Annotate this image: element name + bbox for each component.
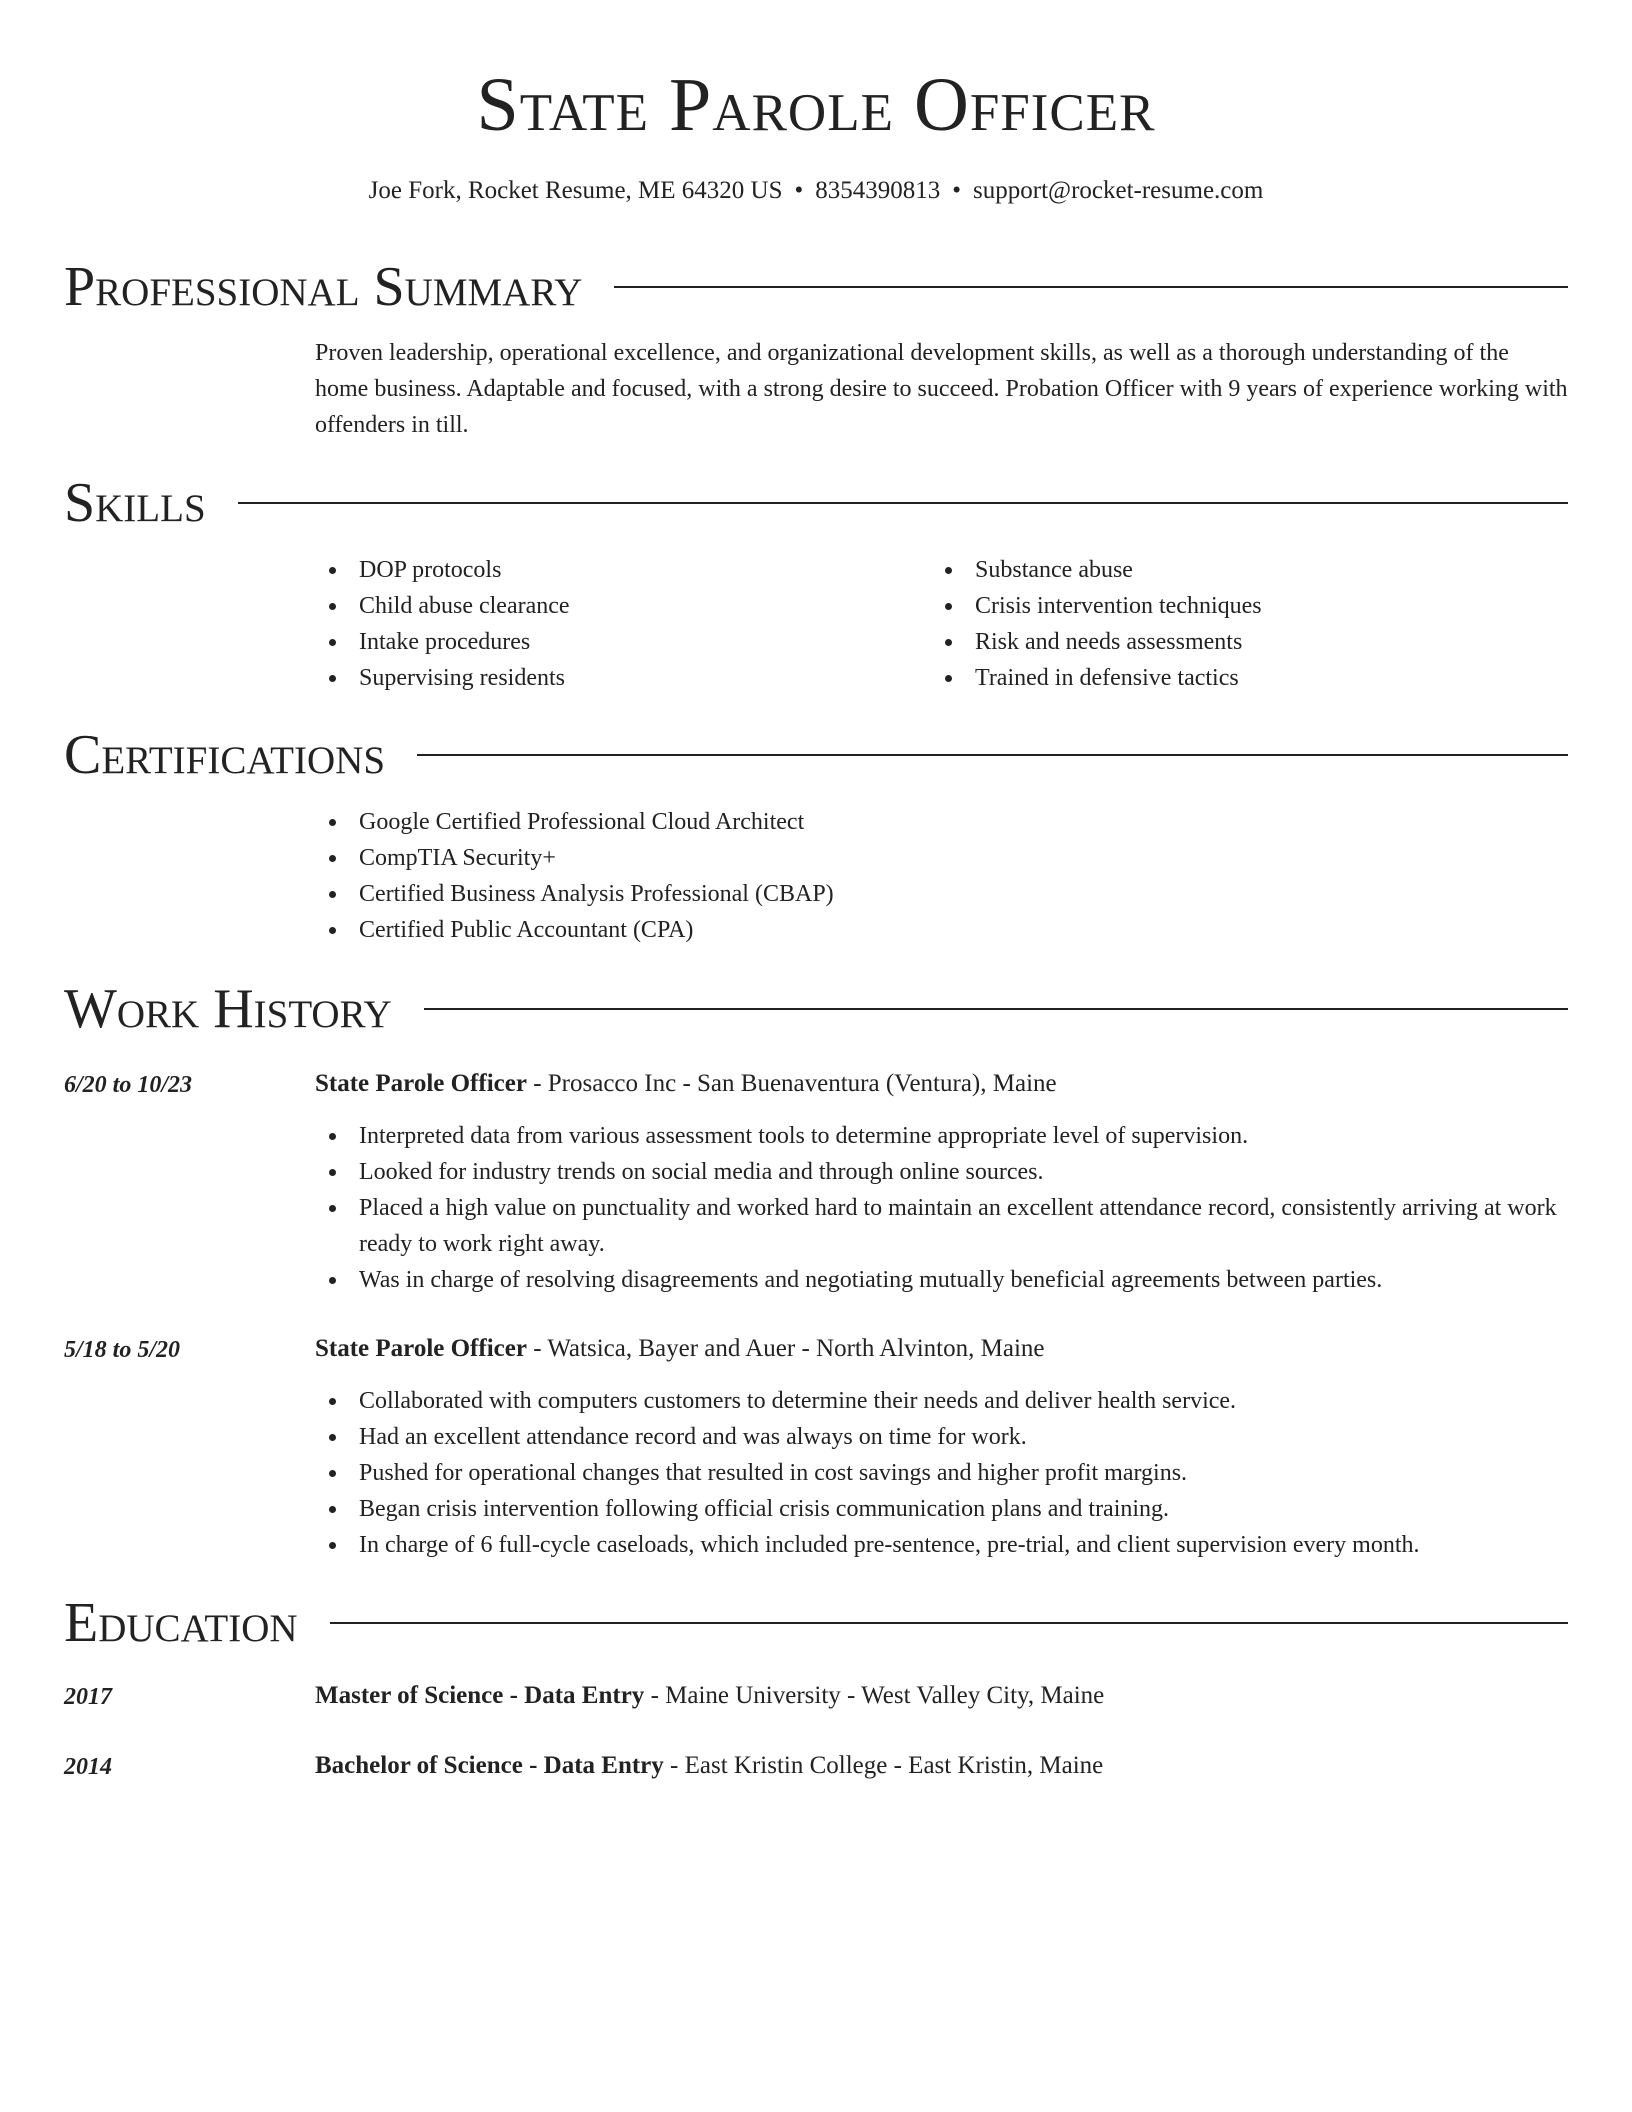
certification-label: CompTIA Security+ [359, 845, 556, 871]
skills-section-header [64, 471, 1568, 535]
education-title-line [315, 1678, 1568, 1714]
job-duty-text: Was in charge of resolving disagreements and negotiating mutually beneficial agreements between parties. [359, 1267, 1383, 1293]
job-duties [315, 1383, 1568, 1563]
bullet-icon [329, 1398, 336, 1405]
job-title-line [315, 1066, 1568, 1102]
job-duty-item [315, 1118, 1568, 1154]
section-divider [424, 1008, 1568, 1010]
skill-label: Child abuse clearance [359, 593, 570, 619]
section-divider [614, 286, 1568, 288]
bullet-icon [329, 1133, 336, 1140]
summary-block [315, 335, 1568, 443]
bullet-icon [945, 639, 952, 646]
certification-item [315, 876, 1568, 912]
contact-phone: 8354390813 [815, 177, 941, 204]
bullet-icon [329, 675, 336, 682]
contact-line [64, 174, 1568, 208]
job-dates: 5/18 to 5/20 [64, 1337, 181, 1363]
bullet-icon [329, 1277, 336, 1284]
skill-item [315, 588, 931, 624]
skills-list [315, 552, 1568, 696]
job-duty-text: Began crisis intervention following official crisis communication plans and training. [359, 1496, 1170, 1522]
job-duty-item [315, 1190, 1568, 1262]
skill-label: Substance abuse [975, 557, 1133, 583]
bullet-icon [329, 1434, 336, 1441]
job-duty-text: Interpreted data from various assessment tools to determine appropriate level of supervision. [359, 1123, 1249, 1149]
job-duty-text: Had an excellent attendance record and was always on time for work. [359, 1424, 1027, 1450]
bullet-icon [329, 1169, 336, 1176]
bullet-icon [329, 855, 336, 862]
skill-label: Intake procedures [359, 629, 531, 655]
bullet-icon [329, 639, 336, 646]
skill-item [931, 588, 1547, 624]
bullet-icon [329, 567, 336, 574]
certification-label: Certified Business Analysis Professional (CBAP) [359, 881, 834, 907]
bullet-icon [945, 567, 952, 574]
job-duty-item [315, 1154, 1568, 1190]
summary-section-header [64, 255, 1568, 319]
job-title: State Parole Officer [315, 1070, 527, 1097]
skill-label: Risk and needs assessments [975, 629, 1243, 655]
job-title: State Parole Officer [315, 1335, 527, 1362]
job-title-line [315, 1331, 1568, 1367]
contact-email: support@rocket-resume.com [973, 177, 1264, 204]
job-duties [315, 1118, 1568, 1298]
bullet-icon [329, 1470, 336, 1477]
education-details: - Maine University - West Valley City, Maine [644, 1682, 1105, 1709]
skill-label: DOP protocols [359, 557, 502, 583]
job-dates: 6/20 to 10/23 [64, 1072, 193, 1098]
job-duty-item [315, 1527, 1568, 1563]
bullet-icon [329, 1506, 336, 1513]
bullet-icon [329, 891, 336, 898]
education-title-line [315, 1748, 1568, 1784]
skills-column-left [315, 552, 931, 696]
skill-label: Crisis intervention techniques [975, 593, 1262, 619]
job-duty-item [315, 1455, 1568, 1491]
job-duty-text: In charge of 6 full-cycle caseloads, which included pre-sentence, pre-trial, and client supervision every month. [359, 1532, 1420, 1558]
bullet-icon [329, 1205, 336, 1212]
certifications-heading: Certifications [64, 724, 386, 786]
resume-title: State Parole Officer [476, 63, 1156, 147]
skill-item [931, 552, 1547, 588]
education-entry [315, 1748, 1568, 1784]
education-year: 2017 [64, 1684, 112, 1710]
degree-name: Master of Science - Data Entry [315, 1682, 645, 1709]
skill-label: Supervising residents [359, 665, 565, 691]
skills-heading: Skills [64, 472, 206, 534]
skill-item [931, 660, 1547, 696]
education-year: 2014 [64, 1754, 112, 1780]
certification-item [315, 804, 1568, 840]
skill-item [931, 624, 1547, 660]
work-heading: Work History [64, 978, 392, 1040]
section-divider [238, 502, 1568, 504]
contact-separator: • [794, 177, 804, 204]
education-entry [315, 1678, 1568, 1714]
job-duty-item [315, 1383, 1568, 1419]
job-details: - Prosacco Inc - San Buenaventura (Ventura), Maine [526, 1070, 1057, 1097]
summary-text: Proven leadership, operational excellence, and organizational development skills, as well as a thorough understanding of the home business. Adaptable and focused, with a strong desire to succeed. Probation Officer with 9 years of experience working with offenders in till. [315, 340, 1568, 438]
bullet-icon [329, 603, 336, 610]
bullet-icon [329, 1542, 336, 1549]
job-duty-text: Looked for industry trends on social media and through online sources. [359, 1159, 1044, 1185]
degree-name: Bachelor of Science - Data Entry [315, 1752, 664, 1779]
bullet-icon [945, 603, 952, 610]
bullet-icon [945, 675, 952, 682]
job-duty-item [315, 1491, 1568, 1527]
job-duty-item [315, 1419, 1568, 1455]
certifications-list [315, 804, 1568, 948]
certification-label: Google Certified Professional Cloud Architect [359, 809, 805, 835]
job-details: - Watsica, Bayer and Auer - North Alvinton, Maine [526, 1335, 1045, 1362]
job-duty-text: Placed a high value on punctuality and worked hard to maintain an excellent attendance record, consistently arriving at work ready to work right away. [359, 1195, 1557, 1257]
bullet-icon [329, 819, 336, 826]
bullet-icon [329, 927, 336, 934]
certification-item [315, 912, 1568, 948]
contact-separator: • [952, 177, 962, 204]
contact-address: Joe Fork, Rocket Resume, ME 64320 US [368, 177, 783, 204]
work-section-header [64, 977, 1568, 1041]
job-duty-text: Pushed for operational changes that resulted in cost savings and higher profit margins. [359, 1460, 1188, 1486]
section-divider [417, 754, 1568, 756]
section-divider [330, 1622, 1568, 1624]
education-details: - East Kristin College - East Kristin, Maine [663, 1752, 1104, 1779]
job-entry [315, 1066, 1568, 1298]
certifications-section-header [64, 723, 1568, 787]
skills-column-right [931, 552, 1547, 696]
certification-label: Certified Public Accountant (CPA) [359, 917, 694, 943]
skill-label: Trained in defensive tactics [975, 665, 1239, 691]
education-section-header [64, 1591, 1568, 1655]
summary-heading: Professional Summary [64, 256, 583, 318]
education-heading: Education [64, 1592, 298, 1654]
skill-item [315, 660, 931, 696]
certification-item [315, 840, 1568, 876]
skill-item [315, 552, 931, 588]
job-entry [315, 1331, 1568, 1563]
job-duty-text: Collaborated with computers customers to determine their needs and deliver health service. [359, 1388, 1237, 1414]
skill-item [315, 624, 931, 660]
job-duty-item [315, 1262, 1568, 1298]
